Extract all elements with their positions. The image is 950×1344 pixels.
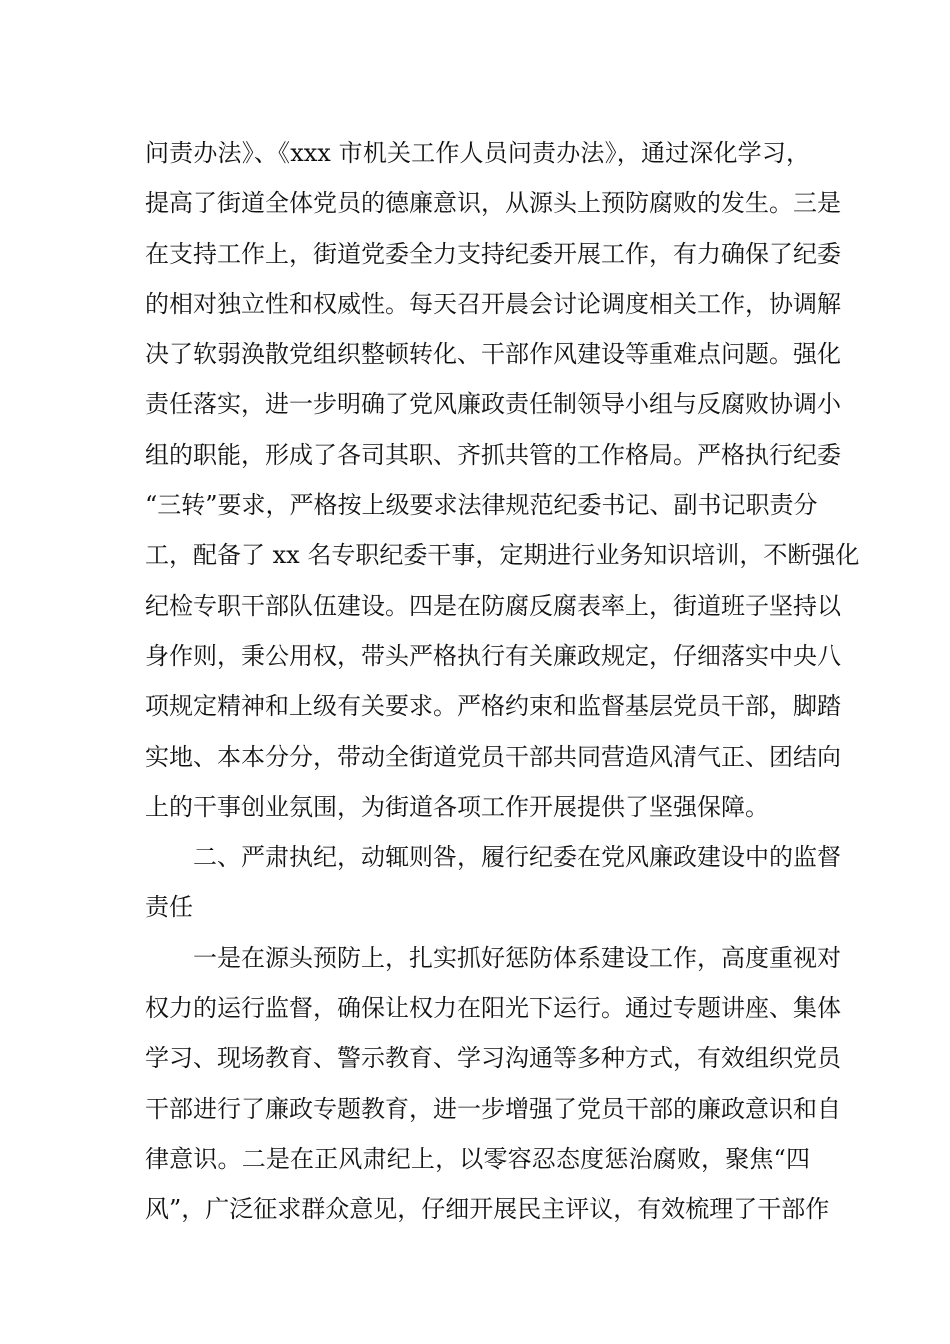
text-line: 问责办法》、《xxx 市机关工作人员问责办法》，通过深化学习， [145, 139, 810, 167]
text-line: 律意识。二是在正风肃纪上，以零容忍态度惩治腐败，聚焦“四 [145, 1144, 810, 1173]
text-line: 风”，广泛征求群众意见，仔细开展民主评议，有效梳理了干部作 [145, 1195, 830, 1224]
text-line: 实地、本本分分，带动全街道党员干部共同营造风清气正、团结向 [145, 742, 841, 771]
text-line: 学习、现场教育、警示教育、学习沟通等多种方式，有效组织党员 [145, 1044, 841, 1073]
text-line: 上的干事创业氛围，为街道各项工作开展提供了坚强保障。 [145, 792, 769, 821]
text-line: 组的职能，形成了各司其职、齐抓共管的工作格局。严格执行纪委 [145, 440, 841, 469]
text-line: 工，配备了 xx 名专职纪委干事，定期进行业务知识培训，不断强化 [145, 541, 860, 570]
section-heading [145, 832, 841, 933]
text-line: 一是在源头预防上，扎实抓好惩防体系建设工作，高度重视对 [193, 943, 841, 972]
heading-line: 二、严肃执纪，动辄则咎，履行纪委在党风廉政建设中的监督 [193, 843, 841, 872]
paragraph-2 [145, 933, 841, 1235]
text-line: 权力的运行监督，确保让权力在阳光下运行。通过专题讲座、集体 [145, 994, 841, 1023]
text-line: 身作则，秉公用权，带头严格执行有关廉政规定，仔细落实中央八 [145, 641, 841, 670]
document-body [145, 128, 860, 1235]
text-line: 的相对独立性和权威性。每天召开晨会讨论调度相关工作，协调解 [145, 289, 841, 318]
text-line: 项规定精神和上级有关要求。严格约束和监督基层党员干部，脚踏 [145, 692, 841, 721]
text-line: 提高了街道全体党员的德廉意识，从源头上预防腐败的发生。三是 [145, 189, 841, 218]
text-line: 纪检专职干部队伍建设。四是在防腐反腐表率上，街道班子坚持以 [145, 591, 841, 620]
text-line: 决了软弱涣散党组织整顿转化、干部作风建设等重难点问题。强化 [145, 340, 841, 369]
text-line: 干部进行了廉政专题教育，进一步增强了党员干部的廉政意识和自 [145, 1094, 841, 1123]
text-line: 责任落实，进一步明确了党风廉政责任制领导小组与反腐败协调小 [145, 390, 841, 419]
heading-line: 责任 [145, 893, 193, 922]
text-line: “三转”要求，严格按上级要求法律规范纪委书记、副书记职责分 [145, 491, 818, 520]
paragraph-1 [145, 128, 860, 832]
text-line: 在支持工作上，街道党委全力支持纪委开展工作，有力确保了纪委 [145, 239, 841, 268]
